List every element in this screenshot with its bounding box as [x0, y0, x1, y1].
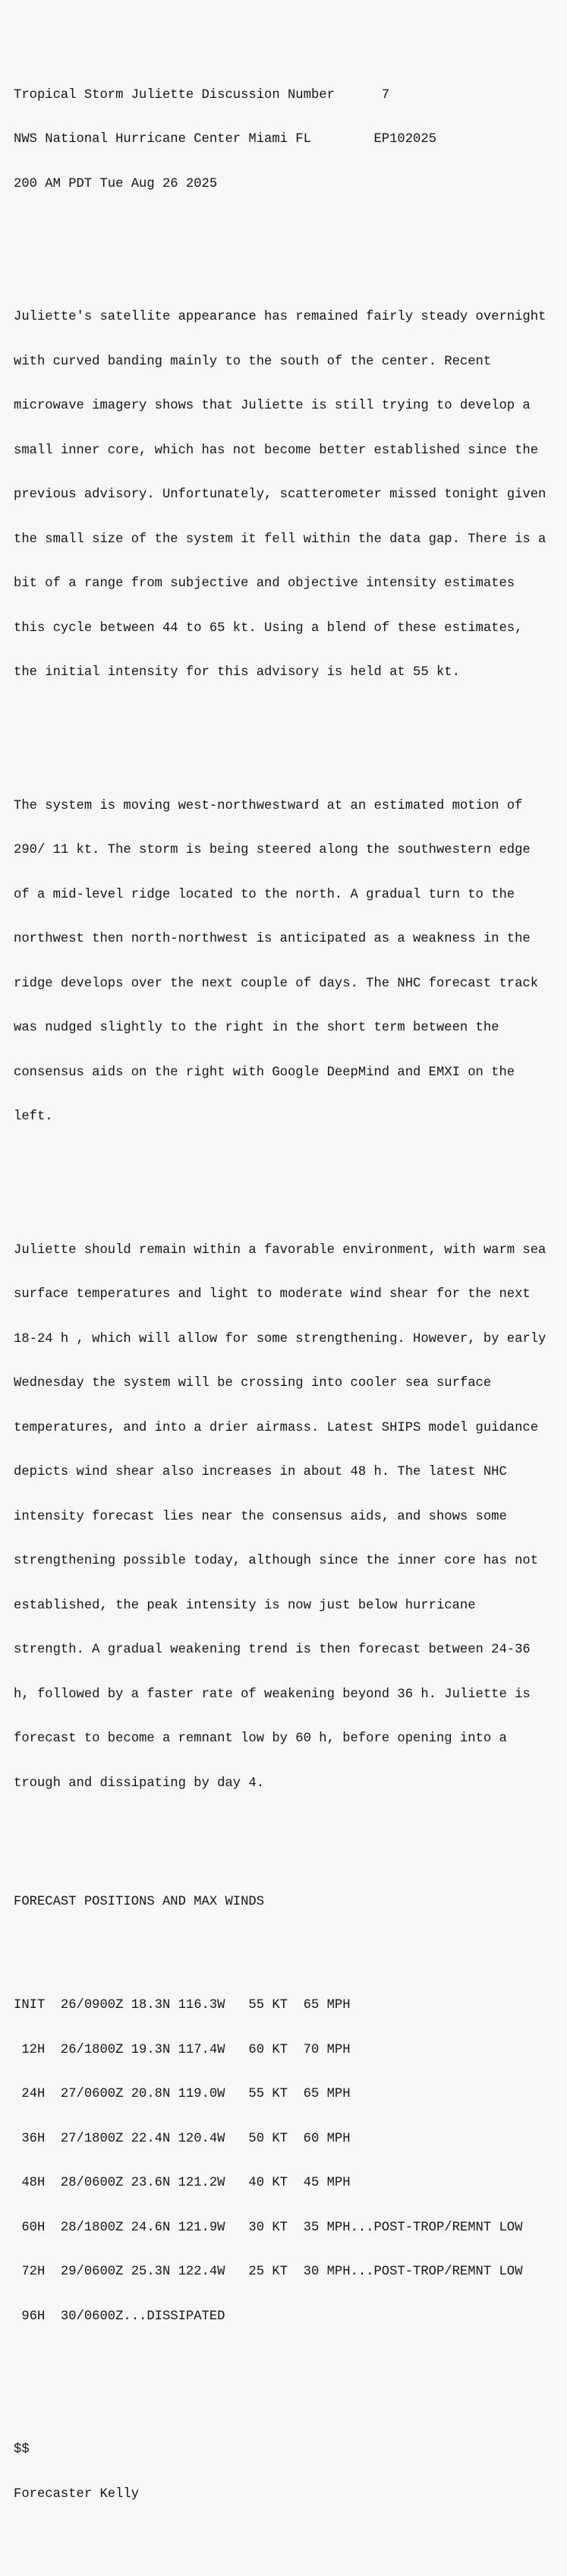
document-text	[14, 14, 567, 2576]
paragraph-line: Juliette's satellite appearance has remained fairly steady overnight	[14, 310, 547, 324]
paragraph-line: Juliette should remain within a favorable environment, with warm sea	[14, 1242, 547, 1258]
paragraph-line: Wednesday the system will be crossing into cooler sea surface	[14, 1376, 492, 1391]
forecast-row-36h: 36H 27/1800Z 22.4N 120.4W 50 KT 60 MPH	[14, 2131, 351, 2146]
paragraph-line: established, the peak intensity is now just below hurricane	[14, 1598, 476, 1613]
paragraph-line: surface temperatures and light to moderate wind shear for the next	[14, 1287, 531, 1302]
paragraph-line: The system is moving west-northwestward at an estimated motion of	[14, 798, 523, 813]
paragraph-line: forecast to become a remnant low by 60 h, before opening into a	[14, 1732, 507, 1746]
footer-separator: $$	[14, 2442, 30, 2457]
paragraph-line: was nudged slightly to the right in the short term between the	[14, 1021, 499, 1035]
paragraph-line: temperatures, and into a drier airmass. Latest SHIPS model guidance	[14, 1420, 539, 1435]
forecast-heading: FORECAST POSITIONS AND MAX WINDS	[14, 1894, 265, 1909]
forecast-table	[14, 1968, 567, 2353]
paragraph-line: the small size of the system it fell within the data gap. There is a	[14, 532, 547, 547]
forecast-row-60h: 60H 28/1800Z 24.6N 121.9W 30 KT 35 MPH...POST-TROP/REMNT LOW	[14, 2220, 523, 2235]
document-header	[14, 58, 567, 222]
paragraph-line: consensus aids on the right with Google DeepMind and EMXI on the	[14, 1065, 515, 1080]
paragraph-line: ridge develops over the next couple of days. The NHC forecast track	[14, 976, 539, 991]
paragraph-intensity-forecast	[14, 1214, 567, 1821]
paragraph-line: intensity forecast lies near the consensus aids, and shows some	[14, 1509, 507, 1524]
document-footer	[14, 2413, 567, 2531]
paragraph-line: northwest then north-northwest is anticipated as a weakness in the	[14, 932, 531, 946]
paragraph-line: microwave imagery shows that Juliette is still trying to develop a	[14, 399, 531, 413]
forecast-row-96h: 96H 30/0600Z...DISSIPATED	[14, 2309, 225, 2324]
forecast-row-init: INIT 26/0900Z 18.3N 116.3W 55 KT 65 MPH	[14, 1998, 351, 2012]
paragraph-line: left.	[14, 1110, 53, 1124]
header-office-line: NWS National Hurricane Center Miami FL EP102025	[14, 132, 436, 147]
paragraph-line: depicts wind shear also increases in about 48 h. The latest NHC	[14, 1465, 507, 1479]
paragraph-line: h, followed by a faster rate of weakening beyond 36 h. Juliette is	[14, 1687, 531, 1702]
paragraph-line: previous advisory. Unfortunately, scatterometer missed tonight given	[14, 488, 547, 502]
paragraph-line: with curved banding mainly to the south of the center. Recent	[14, 354, 492, 369]
forecast-row-72h: 72H 29/0600Z 25.3N 122.4W 25 KT 30 MPH...POST-TROP/REMNT LOW	[14, 2265, 523, 2279]
forecast-row-12h: 12H 26/1800Z 19.3N 117.4W 60 KT 70 MPH	[14, 2042, 351, 2057]
forecast-row-48h: 48H 28/0600Z 23.6N 121.2W 40 KT 45 MPH	[14, 2176, 351, 2190]
paragraph-line: small inner core, which has not become better established since the	[14, 443, 539, 458]
paragraph-line: of a mid-level ridge located to the north. A gradual turn to the	[14, 887, 515, 902]
header-title-line: Tropical Storm Juliette Discussion Number 7	[14, 87, 390, 103]
paragraph-line: the initial intensity for this advisory is held at 55 kt.	[14, 665, 460, 680]
paragraph-line: 18-24 h , which will allow for some strengthening. However, by early	[14, 1331, 547, 1346]
header-datetime-line: 200 AM PDT Tue Aug 26 2025	[14, 176, 218, 191]
paragraph-line: strength. A gradual weakening trend is then forecast between 24-36	[14, 1643, 531, 1657]
paragraph-satellite-intensity	[14, 280, 567, 710]
forecast-row-24h: 24H 27/0600Z 20.8N 119.0W 55 KT 65 MPH	[14, 2087, 351, 2101]
paragraph-line: bit of a range from subjective and objective intensity estimates	[14, 576, 515, 591]
paragraph-line: this cycle between 44 to 65 kt. Using a blend of these estimates,	[14, 620, 523, 636]
paragraph-line: trough and dissipating by day 4.	[14, 1776, 265, 1791]
paragraph-line: 290/ 11 kt. The storm is being steered along the southwestern edge	[14, 843, 531, 857]
paragraph-line: strengthening possible today, although since the inner core has not	[14, 1554, 539, 1568]
forecaster-signature: Forecaster Kelly	[14, 2486, 140, 2502]
paragraph-track-forecast	[14, 769, 567, 1154]
